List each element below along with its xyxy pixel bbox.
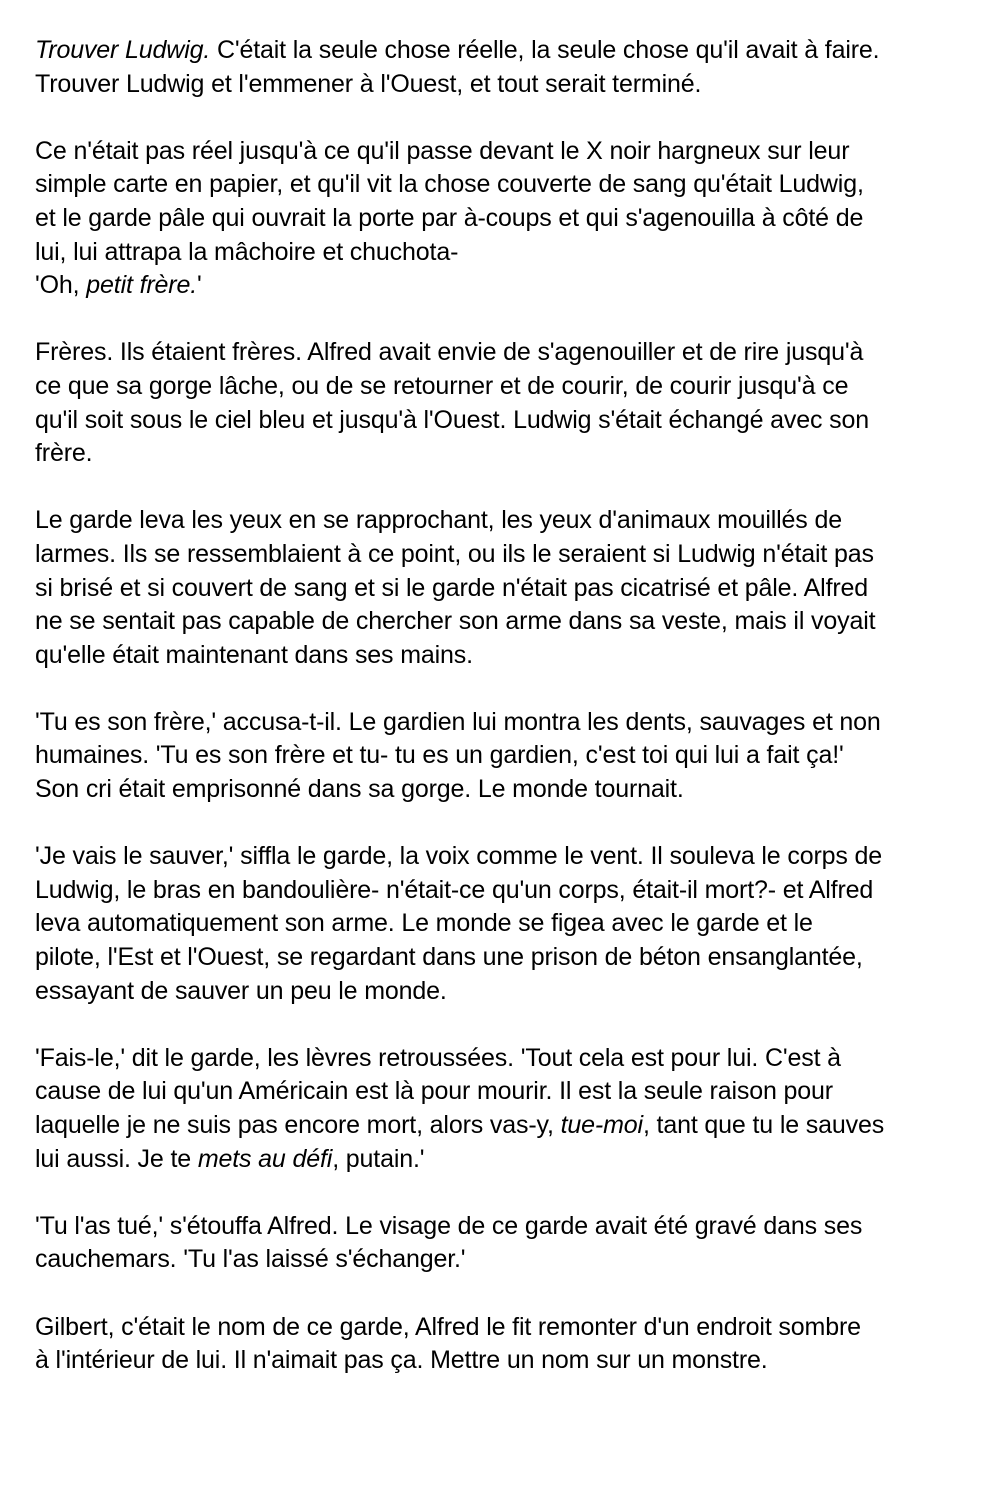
- text-segment: lui aussi. Je te: [35, 1144, 198, 1173]
- text-line: [35, 1075, 970, 1109]
- text-segment: qu'elle était maintenant dans ses mains.: [35, 640, 473, 669]
- paragraph: [35, 336, 970, 470]
- text-line: [35, 773, 970, 807]
- text-segment: humaines. 'Tu es son frère et tu- tu es un gardien, c'est toi qui lui a fait ça!': [35, 741, 844, 770]
- text-line: [35, 1311, 970, 1345]
- text-line: [35, 1042, 970, 1076]
- text-segment: lui, lui attrapa la mâchoire et chuchota-: [35, 237, 459, 266]
- text-line: [35, 168, 970, 202]
- text-line: [35, 639, 970, 673]
- text-segment: qu'il soit sous le ciel bleu et jusqu'à l'Ouest. Ludwig s'était échangé avec son: [35, 405, 869, 434]
- text-line: [35, 1210, 970, 1244]
- text-line: [35, 1109, 970, 1143]
- text-line: [35, 572, 970, 606]
- text-line: [35, 437, 970, 471]
- paragraph: [35, 1210, 970, 1277]
- text-line: [35, 605, 970, 639]
- text-segment: leva automatiquement son arme. Le monde se figea avec le garde et le: [35, 909, 813, 938]
- text-segment: ': [197, 271, 202, 300]
- italic-text: petit frère.: [86, 271, 198, 300]
- text-segment: C'était la seule chose réelle, la seule chose qu'il avait à faire.: [210, 36, 880, 64]
- text-segment: si brisé et si couvert de sang et si le garde n'était pas cicatrisé et pâle. Alfred: [35, 573, 869, 602]
- text-segment: Frères. Ils étaient frères. Alfred avait envie de s'agenouiller et de rire jusqu'à: [35, 338, 864, 367]
- italic-text: mets au défi: [197, 1144, 333, 1173]
- text-line: [35, 34, 970, 68]
- paragraph: [35, 34, 970, 101]
- text-segment: Ludwig, le bras en bandoulière- n'était-ce qu'un corps, était-il mort?- et Alfred: [35, 875, 874, 904]
- text-segment: essayant de sauver un peu le monde.: [35, 976, 447, 1005]
- text-segment: pilote, l'Est et l'Ouest, se regardant dans une prison de béton ensanglantée,: [35, 943, 863, 972]
- text-line: [35, 404, 970, 438]
- text-line: [35, 135, 970, 169]
- text-line: [35, 975, 970, 1009]
- text-line: [35, 202, 970, 236]
- text-line: [35, 739, 970, 773]
- paragraph: [35, 840, 970, 1008]
- paragraph: [35, 135, 970, 303]
- text-segment: simple carte en papier, et qu'il vit la chose couverte de sang qu'était Ludwig,: [35, 170, 864, 199]
- text-segment: 'Tu es son frère,' accusa-t-il. Le gardien lui montra les dents, sauvages et non: [35, 707, 881, 736]
- text-line: [35, 1344, 970, 1378]
- text-segment: Ce n'était pas réel jusqu'à ce qu'il passe devant le X noir hargneux sur leur: [35, 136, 850, 165]
- paragraph: [35, 706, 970, 807]
- text-segment: cauchemars. 'Tu l'as laissé s'échanger.': [35, 1245, 466, 1274]
- text-line: [35, 874, 970, 908]
- text-segment: laquelle je ne suis pas encore mort, alors vas-y,: [35, 1111, 561, 1139]
- text-segment: Trouver Ludwig et l'emmener à l'Ouest, et tout serait terminé.: [35, 69, 702, 98]
- text-segment: et le garde pâle qui ouvrait la porte par à-coups et qui s'agenouilla à côté de: [35, 203, 864, 232]
- text-line: [35, 538, 970, 572]
- paragraph: [35, 1042, 970, 1176]
- text-segment: ne se sentait pas capable de chercher son arme dans sa veste, mais il voyait: [35, 607, 876, 636]
- text-segment: frère.: [35, 439, 93, 468]
- text-segment: ce que sa gorge lâche, ou de se retourner et de courir, de courir jusqu'à ce: [35, 371, 849, 400]
- text-segment: 'Fais-le,' dit le garde, les lèvres retroussées. 'Tout cela est pour lui. C'est à: [35, 1043, 841, 1072]
- text-line: [35, 68, 970, 102]
- text-segment: , putain.': [332, 1144, 425, 1173]
- paragraph: [35, 504, 970, 672]
- text-segment: larmes. Ils se ressemblaient à ce point, ou ils le seraient si Ludwig n'était pas: [35, 539, 874, 568]
- text-line: [35, 907, 970, 941]
- text-segment: cause de lui qu'un Américain est là pour mourir. Il est la seule raison pour: [35, 1077, 833, 1106]
- text-line: [35, 269, 970, 303]
- paragraph: [35, 1311, 970, 1378]
- text-segment: 'Je vais le sauver,' siffla le garde, la voix comme le vent. Il souleva le corps de: [35, 842, 883, 871]
- text-segment: à l'intérieur de lui. Il n'aimait pas ça. Mettre un nom sur un monstre.: [35, 1346, 768, 1375]
- italic-text: tue-moi: [560, 1111, 643, 1139]
- text-line: [35, 370, 970, 404]
- text-line: [35, 504, 970, 538]
- italic-text: Trouver Ludwig.: [35, 36, 211, 64]
- text-line: [35, 1243, 970, 1277]
- text-segment: 'Oh,: [35, 271, 87, 300]
- text-line: [35, 840, 970, 874]
- text-line: [35, 1143, 970, 1177]
- text-segment: 'Tu l'as tué,' s'étouffa Alfred. Le visage de ce garde avait été gravé dans ses: [35, 1211, 863, 1240]
- text-line: [35, 236, 970, 270]
- text-segment: Gilbert, c'était le nom de ce garde, Alfred le fit remonter d'un endroit sombre: [35, 1312, 861, 1341]
- text-line: [35, 706, 970, 740]
- text-segment: , tant que tu le sauves: [642, 1111, 885, 1139]
- text-line: [35, 941, 970, 975]
- text-segment: Le garde leva les yeux en se rapprochant, les yeux d'animaux mouillés de: [35, 506, 842, 535]
- text-segment: Son cri était emprisonné dans sa gorge. Le monde tournait.: [35, 775, 684, 804]
- text-line: [35, 336, 970, 370]
